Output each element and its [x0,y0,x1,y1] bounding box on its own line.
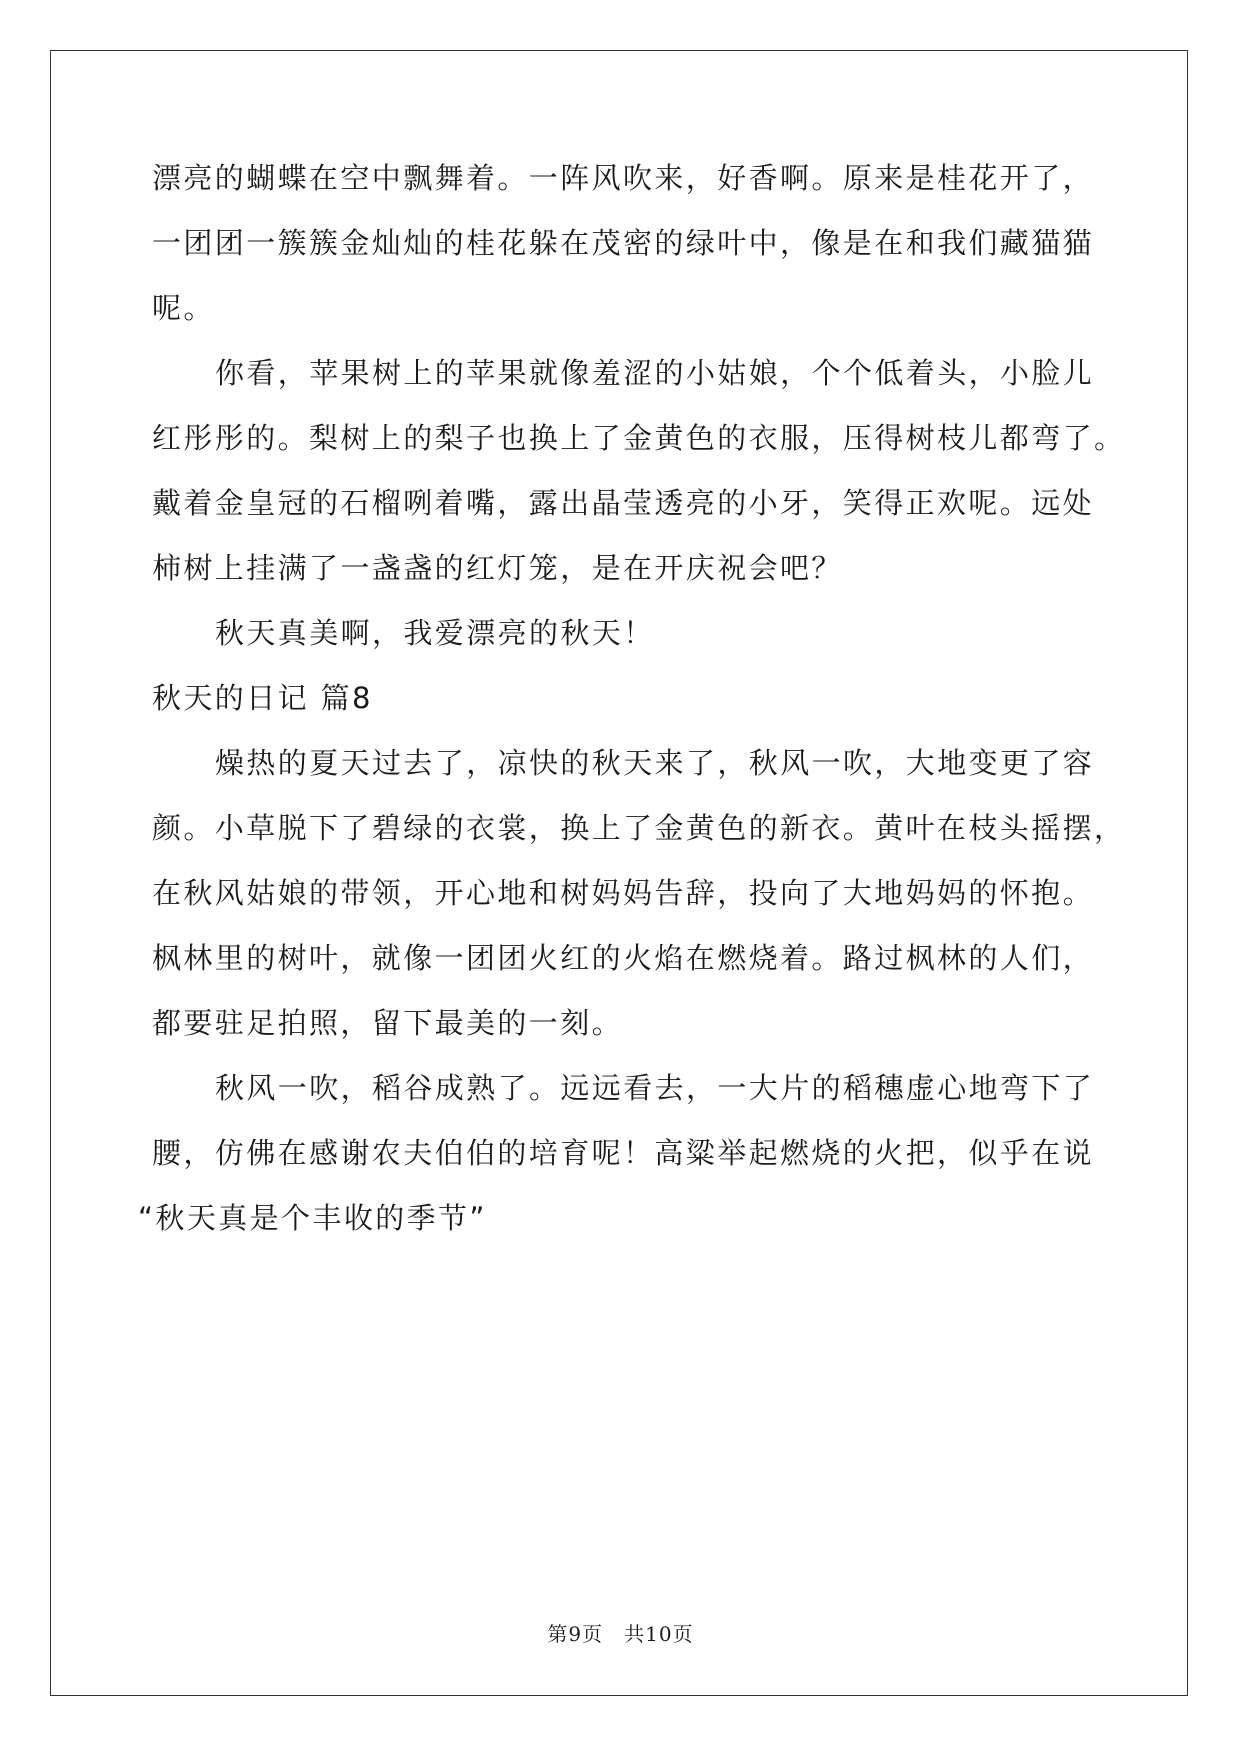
text-line: “秋天真是个丰收的季节” [138,1201,487,1235]
text-line: 戴着金皇冠的石榴咧着嘴，露出晶莹透亮的小牙，笑得正欢呢。远处 [152,486,1095,520]
paragraph-start-line: 秋风一吹，稻谷成熟了。远远看去，一大片的稻穗虚心地弯下了 [215,1071,1095,1105]
text-line: 颜。小草脱下了碧绿的衣裳，换上了金黄色的新衣。黄叶在枝头摇摆， [152,811,1126,845]
text-line: 在秋风姑娘的带领，开心地和树妈妈告辞，投向了大地妈妈的怀抱。 [152,876,1095,910]
paragraph-start-line: 燥热的夏天过去了，凉快的秋天来了，秋风一吹，大地变更了容 [215,746,1095,780]
text-line: 一团团一簇簇金灿灿的桂花躲在茂密的绿叶中，像是在和我们藏猫猫 [152,226,1095,260]
text-line: 腰，仿佛在感谢农夫伯伯的培育呢！高粱举起燃烧的火把，似乎在说 [152,1136,1095,1170]
text-line: 枫林里的树叶，就像一团团火红的火焰在燃烧着。路过枫林的人们， [152,941,1095,975]
text-line: 漂亮的蝴蝶在空中飘舞着。一阵风吹来，好香啊。原来是桂花开了， [152,161,1095,195]
text-line: 柿树上挂满了一盏盏的红灯笼，是在开庆祝会吧？ [152,551,843,585]
text-line: 红彤彤的。梨树上的梨子也换上了金黄色的衣服，压得树枝儿都弯了。 [152,421,1126,455]
page-number: 第9页 共10页 [547,1622,694,1646]
paragraph-start-line: 秋天真美啊，我爱漂亮的秋天！ [215,616,655,650]
text-line: 呢。 [152,291,215,325]
section-heading: 秋天的日记 篇8 [152,681,373,715]
paragraph-start-line: 你看，苹果树上的苹果就像羞涩的小姑娘，个个低着头，小脸儿 [215,356,1095,390]
text-line: 都要驻足拍照，留下最美的一刻。 [152,1006,624,1040]
